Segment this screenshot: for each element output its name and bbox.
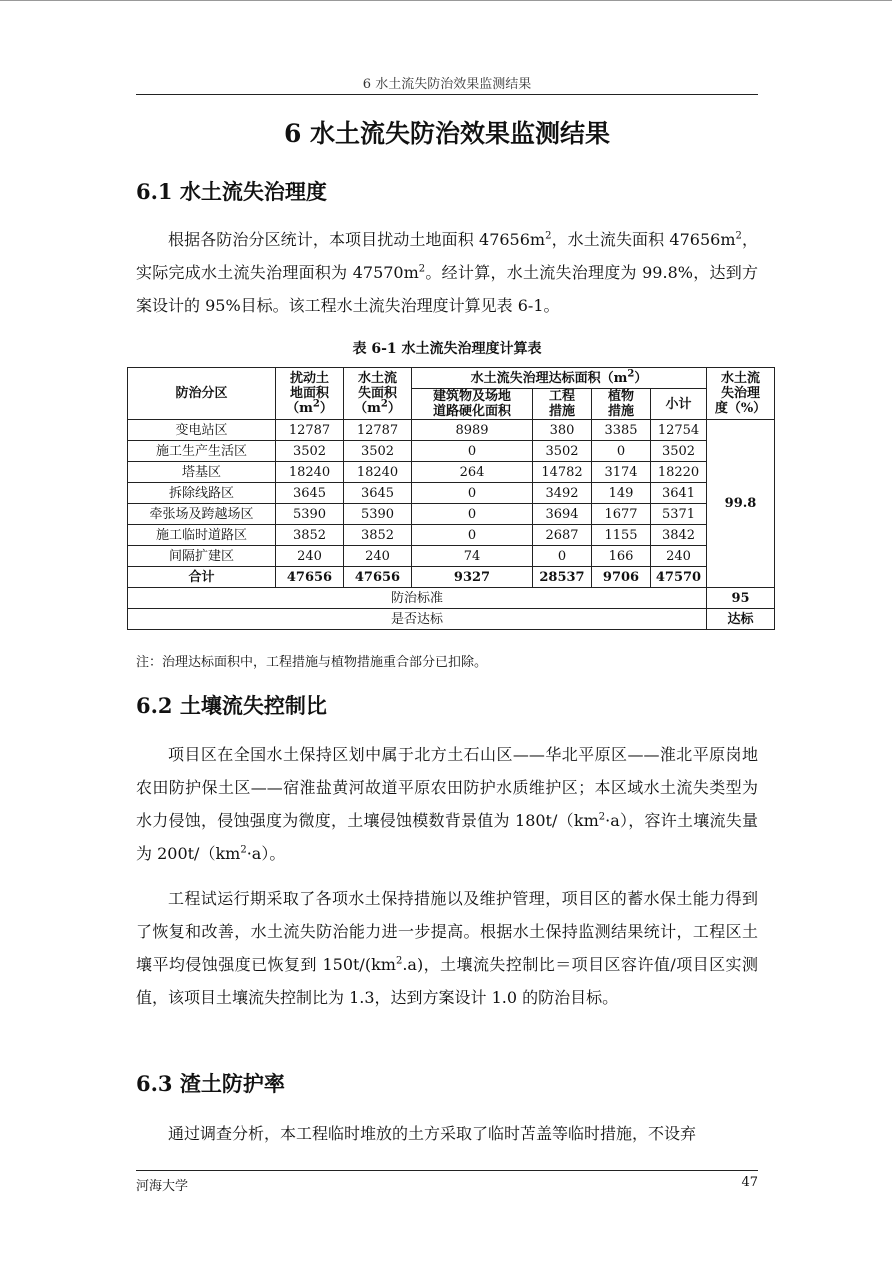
section-6-2-title: 6.2 土壤流失控制比	[136, 693, 327, 718]
header-zone: 防治分区	[128, 368, 276, 420]
cell-control-rate: 99.8	[707, 420, 775, 588]
cell-total-sub: 47570	[651, 567, 707, 588]
cell-zone: 间隔扩建区	[128, 546, 276, 567]
table-row	[128, 420, 775, 441]
cell-sub: 3842	[651, 525, 707, 546]
cell-zone: 施工生产生活区	[128, 441, 276, 462]
cell-eng: 14782	[533, 462, 592, 483]
cell-disturb: 3645	[276, 483, 344, 504]
cell-disturb: 240	[276, 546, 344, 567]
cell-total-build: 9327	[412, 567, 533, 588]
cell-plant: 1155	[592, 525, 651, 546]
cell-build: 0	[412, 504, 533, 525]
cell-sub: 5371	[651, 504, 707, 525]
cell-zone: 拆除线路区	[128, 483, 276, 504]
cell-plant: 1677	[592, 504, 651, 525]
cell-zone: 变电站区	[128, 420, 276, 441]
cell-meet-label: 是否达标	[128, 609, 707, 630]
cell-disturb: 5390	[276, 504, 344, 525]
header-building-road: 建筑物及场地 道路硬化面积	[412, 389, 533, 420]
cell-sub: 3502	[651, 441, 707, 462]
section-6-2-paragraph-1: 项目区在全国水土保持区划中属于北方土石山区——华北平原区——淮北平原岗地农田防护保土区——宿淮盐黄河故道平原农田防护水质维护区；本区域水土流失类型为水力侵蚀，侵蚀强度为微度，土壤侵蚀模数背景值为 $180t/(km^2\cdot a)$，容许土壤流失量为 $200t/(km^2\cdot a)$。	[136, 745, 758, 863]
section-6-3-paragraph: 通过调查分析，本工程临时堆放的土方采取了临时苫盖等临时措施，不设弃	[168, 1124, 697, 1143]
cell-plant: 166	[592, 546, 651, 567]
header-plant: 植物 措施	[592, 389, 651, 420]
cell-eng: 3492	[533, 483, 592, 504]
table-header-row	[128, 368, 775, 389]
cell-disturb: 3502	[276, 441, 344, 462]
cell-total-loss: 47656	[344, 567, 412, 588]
cell-zone: 施工临时道路区	[128, 525, 276, 546]
table-note: 注：治理达标面积中，工程措施与植物措施重合部分已扣除。	[136, 655, 488, 670]
cell-sub: 3641	[651, 483, 707, 504]
header-loss-area: 水土流 失面积 $(m^2)$	[344, 368, 412, 420]
cell-eng: 3502	[533, 441, 592, 462]
cell-loss: 3502	[344, 441, 412, 462]
table-row	[128, 504, 775, 525]
cell-build: 74	[412, 546, 533, 567]
cell-disturb: 18240	[276, 462, 344, 483]
running-header: 6 水土流失防治效果监测结果	[362, 77, 532, 92]
table-row	[128, 525, 775, 546]
cell-plant: 3174	[592, 462, 651, 483]
cell-loss: 12787	[344, 420, 412, 441]
section-6-2-paragraph-2: 工程试运行期采取了各项水土保持措施以及维护管理，项目区的蓄水保土能力得到了恢复和改善，水土流失防治能力进一步提高。根据水土保持监测结果统计，工程区土壤平均侵蚀强度已恢复到 $150t/(km^2.a)$，土壤流失控制比＝项目区容许值/项目区实测值，该项目土壤流失控制比为 1.3，达到方案设计 1.0 的防治目标。	[136, 889, 758, 1007]
cell-loss: 5390	[344, 504, 412, 525]
cell-build: 264	[412, 462, 533, 483]
cell-eng: 0	[533, 546, 592, 567]
header-engineering: 工程 措施	[533, 389, 592, 420]
cell-sub: 240	[651, 546, 707, 567]
table-meet-row	[128, 609, 775, 630]
footer-rule	[136, 1170, 758, 1171]
cell-total-plant: 9706	[592, 567, 651, 588]
cell-plant: 3385	[592, 420, 651, 441]
cell-sub: 18220	[651, 462, 707, 483]
header-control-rate: 水土流 失治理 度（%）	[707, 368, 775, 420]
cell-eng: 3694	[533, 504, 592, 525]
footer-institution: 河海大学	[136, 1179, 189, 1194]
cell-loss: 18240	[344, 462, 412, 483]
cell-loss: 3852	[344, 525, 412, 546]
chapter-title: 6 水土流失防治效果监测结果	[283, 119, 611, 148]
header-disturb-area: 扰动土 地面积 $(m^2)$	[276, 368, 344, 420]
section-6-1-title: 6.1 水土流失治理度	[136, 179, 327, 204]
cell-total-label: 合计	[128, 567, 276, 588]
cell-total-eng: 28537	[533, 567, 592, 588]
cell-loss: 3645	[344, 483, 412, 504]
cell-plant: 149	[592, 483, 651, 504]
cell-zone: 牵张场及跨越场区	[128, 504, 276, 525]
cell-build: 0	[412, 441, 533, 462]
cell-eng: 380	[533, 420, 592, 441]
table-row	[128, 546, 775, 567]
cell-build: 0	[412, 525, 533, 546]
cell-sub: 12754	[651, 420, 707, 441]
cell-standard-label: 防治标准	[128, 588, 707, 609]
header-treated-area-group: 水土流失治理达标面积$(m^2)$	[412, 368, 707, 389]
header-rule	[136, 94, 758, 95]
cell-loss: 240	[344, 546, 412, 567]
cell-disturb: 3852	[276, 525, 344, 546]
cell-plant: 0	[592, 441, 651, 462]
header-subtotal: 小计	[651, 389, 707, 420]
cell-eng: 2687	[533, 525, 592, 546]
cell-build: 8989	[412, 420, 533, 441]
cell-standard-value: 95	[707, 588, 775, 609]
section-6-1-paragraph: 根据各防治分区统计，本项目扰动土地面积 $47656m^2$，水土流失面积 $47656m^2$，实际完成水土流失治理面积为 $47570m^2$。经计算，水土流失治理度为 99.8%，达到方案设计的 95%目标。该工程水土流失治理度计算见表 6-1。	[136, 230, 758, 315]
cell-disturb: 12787	[276, 420, 344, 441]
control-degree-table	[127, 367, 775, 630]
table-row	[128, 483, 775, 504]
cell-total-disturb: 47656	[276, 567, 344, 588]
table-standard-row	[128, 588, 775, 609]
table-row	[128, 441, 775, 462]
table-row	[128, 462, 775, 483]
top-border	[0, 0, 892, 1]
page-number: 47	[741, 1175, 758, 1190]
cell-build: 0	[412, 483, 533, 504]
cell-meet-value: 达标	[707, 609, 775, 630]
cell-zone: 塔基区	[128, 462, 276, 483]
section-6-3-title: 6.3 渣土防护率	[136, 1071, 285, 1096]
table-total-row	[128, 567, 775, 588]
table-caption: 表 6-1 水土流失治理度计算表	[352, 341, 542, 357]
